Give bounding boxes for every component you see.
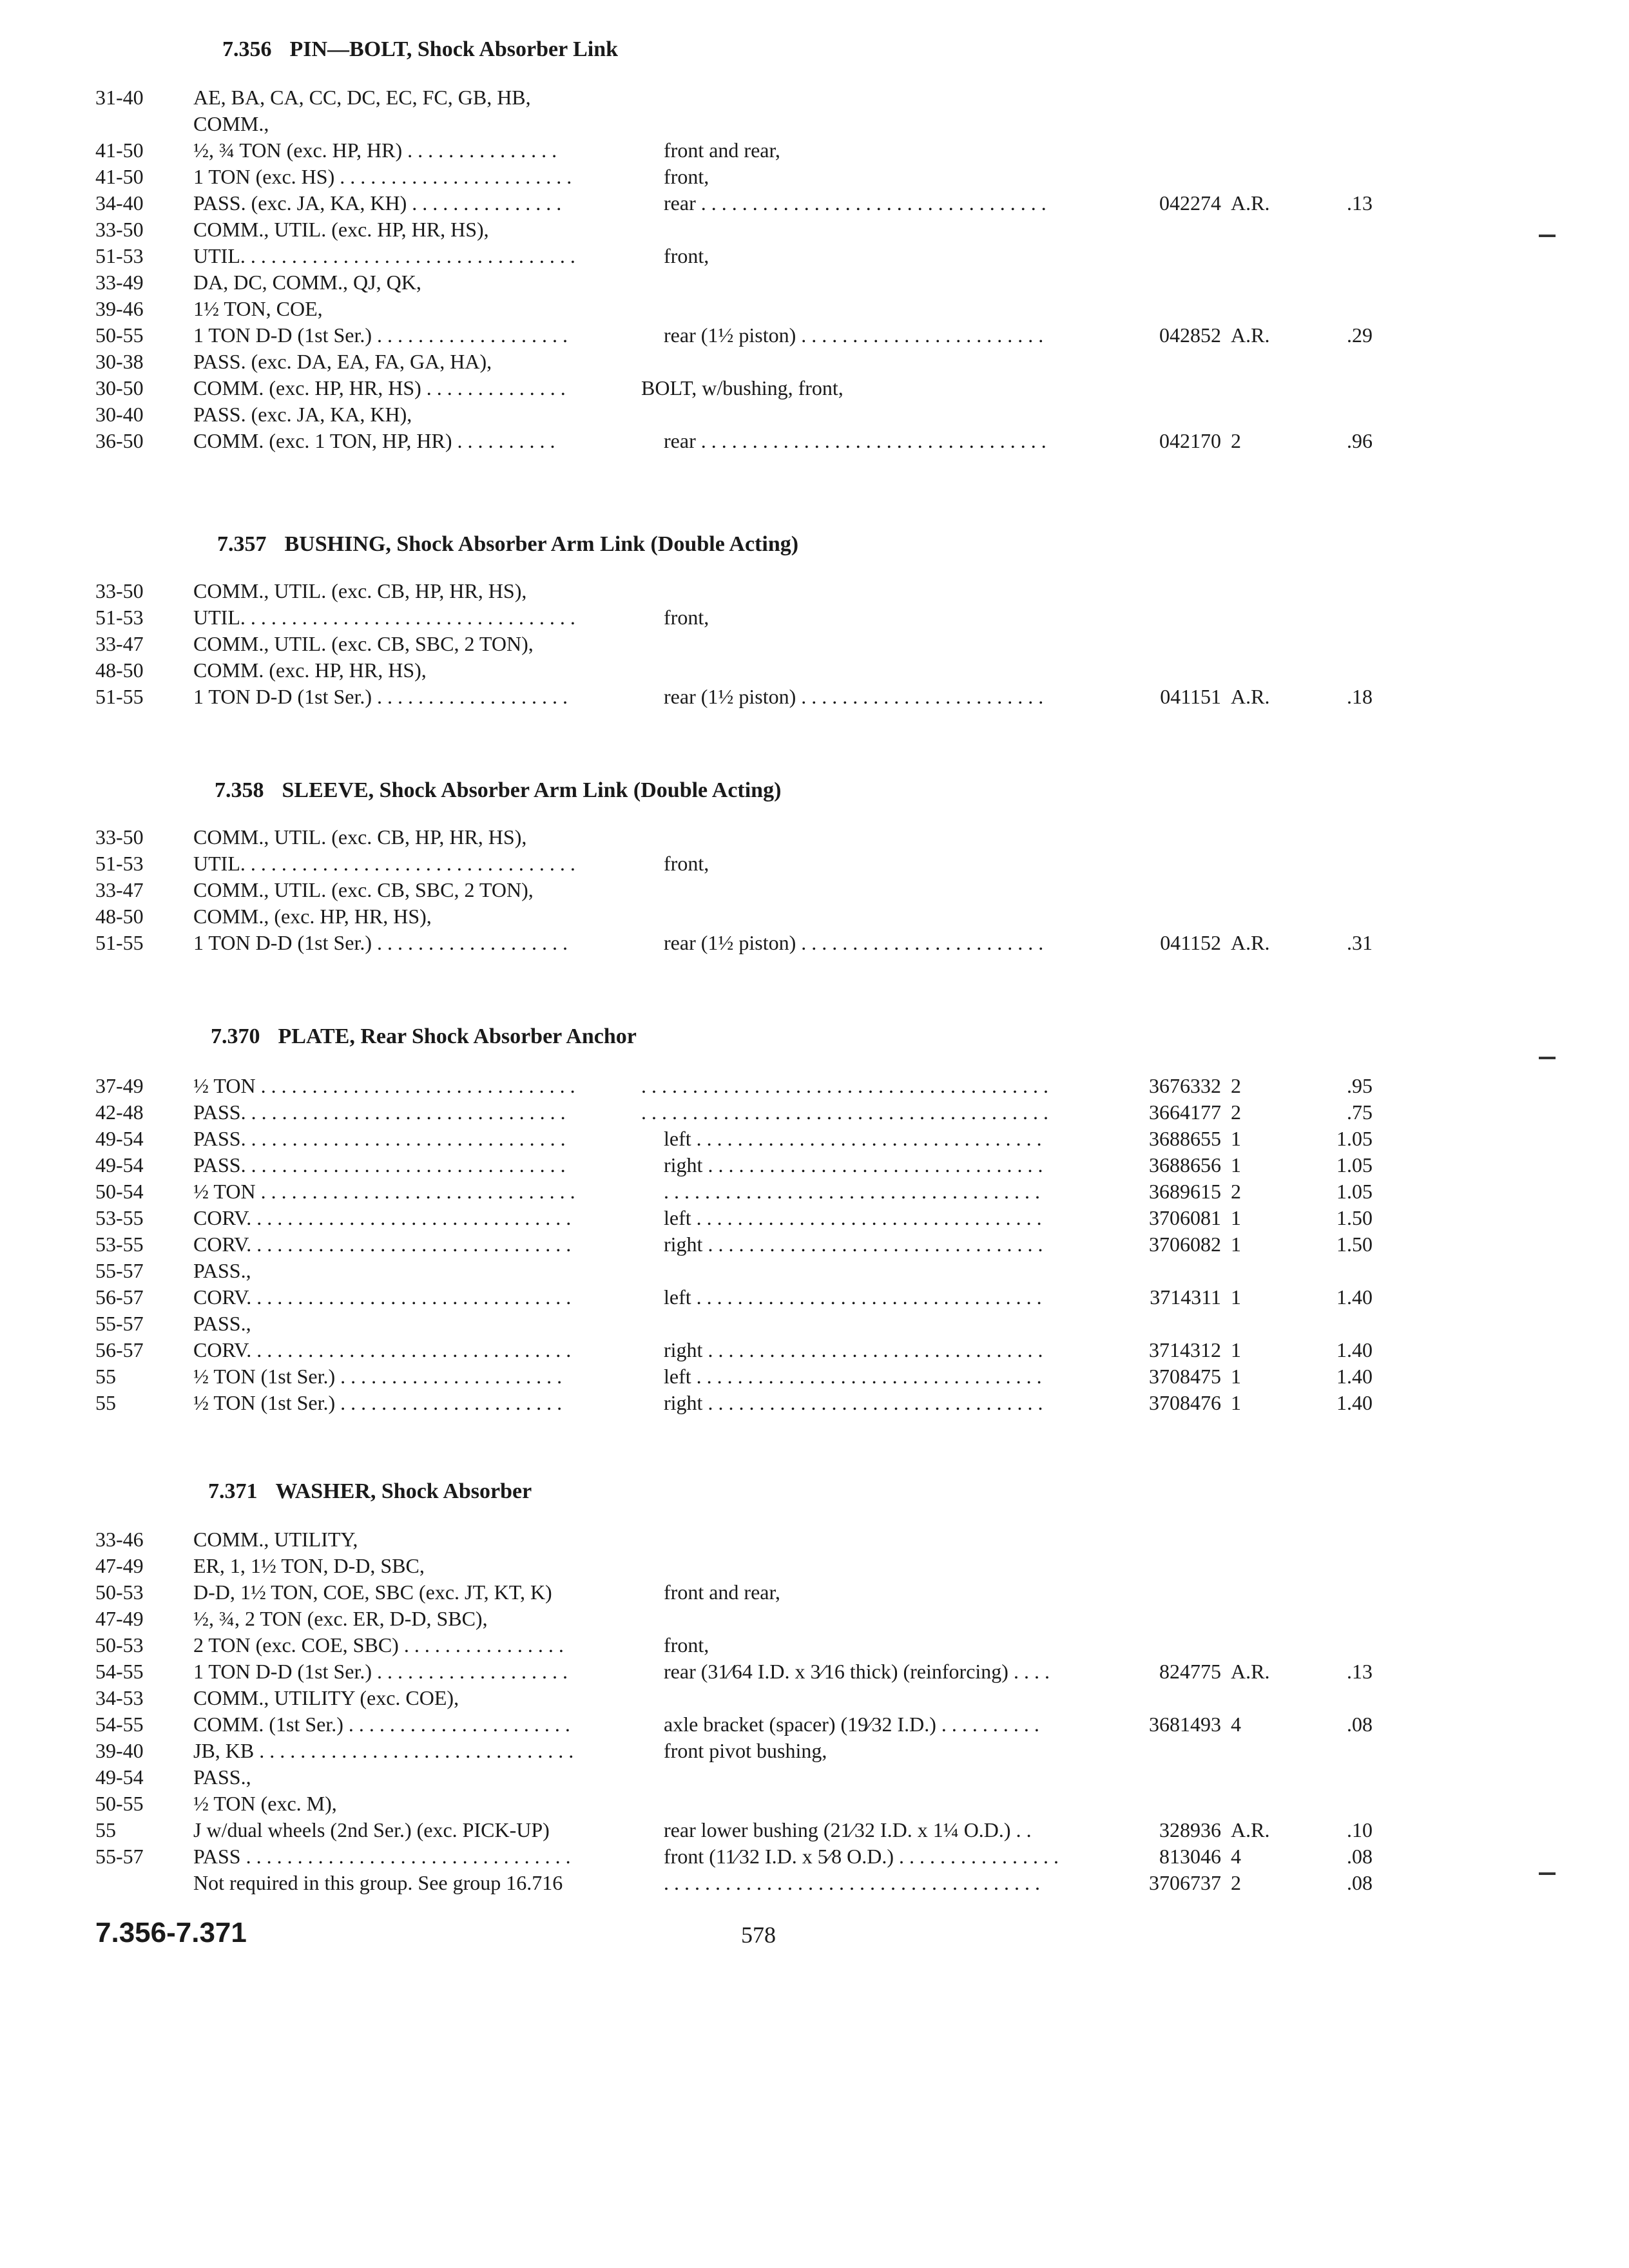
model-description: AE, BA, CA, CC, DC, EC, FC, GB, HB,: [193, 86, 531, 109]
list-price: .18: [1347, 685, 1373, 708]
list-price: 1.40: [1336, 1338, 1373, 1361]
quantity: 1: [1231, 1391, 1241, 1414]
table-row: [0, 1178, 1629, 1205]
model-description: ½ TON (1st Ser.) . . . . . . . . . . . . . . . . . . . . . .: [193, 1365, 563, 1388]
section-number: 7.358: [215, 778, 264, 802]
model-description: COMM., UTIL. (exc. CB, HP, HR, HS),: [193, 579, 527, 602]
table-row: [0, 1552, 1629, 1579]
part-description: right . . . . . . . . . . . . . . . . . . . . . . . . . . . . . . . . .: [664, 1391, 1043, 1414]
part-number: 3681493: [1149, 1713, 1221, 1736]
model-years: 49-54: [95, 1765, 144, 1789]
quantity: 1: [1231, 1233, 1241, 1256]
table-row: [0, 1790, 1629, 1817]
list-price: .08: [1347, 1713, 1373, 1736]
part-description: right . . . . . . . . . . . . . . . . . . . . . . . . . . . . . . . . .: [664, 1338, 1043, 1361]
table-row: [0, 295, 1629, 322]
table-row: [0, 1257, 1629, 1284]
table-row: [0, 1763, 1629, 1791]
table-row: [0, 84, 1629, 111]
list-price: 1.50: [1336, 1206, 1373, 1229]
part-number: 3689615: [1149, 1180, 1221, 1203]
part-number: 3688656: [1149, 1153, 1221, 1177]
table-row: [0, 1072, 1629, 1099]
section-name: BUSHING, Shock Absorber Arm Link (Double Acting): [284, 532, 799, 556]
model-years: 51-53: [95, 852, 144, 875]
table-row: [0, 1605, 1629, 1632]
section-name: PIN—BOLT, Shock Absorber Link: [289, 37, 619, 61]
model-description: ½ TON (1st Ser.) . . . . . . . . . . . . . . . . . . . . . .: [193, 1391, 563, 1414]
table-row: [0, 1869, 1629, 1896]
model-description: ER, 1, 1½ TON, D-D, SBC,: [193, 1554, 425, 1577]
model-description: PASS.,: [193, 1312, 251, 1335]
model-years: 54-55: [95, 1660, 144, 1683]
part-number: 3714312: [1149, 1338, 1221, 1361]
model-years: 55: [95, 1391, 116, 1414]
table-row: [0, 604, 1629, 631]
table-row: [0, 630, 1629, 657]
part-description: front (11⁄32 I.D. x 5⁄8 O.D.) . . . . . . . . . . . . . . . .: [664, 1845, 1059, 1868]
model-years: 51-53: [95, 606, 144, 629]
table-row: [0, 1526, 1629, 1553]
part-number: 3708475: [1149, 1365, 1221, 1388]
model-years: 49-54: [95, 1153, 144, 1177]
model-description: 1 TON D-D (1st Ser.) . . . . . . . . . . . . . . . . . . .: [193, 685, 568, 708]
model-description: UTIL. . . . . . . . . . . . . . . . . . . . . . . . . . . . . . . . .: [193, 606, 575, 629]
model-years: 55-57: [95, 1259, 144, 1282]
section-name: WASHER, Shock Absorber: [275, 1479, 532, 1503]
model-description: ½ TON (exc. M),: [193, 1792, 337, 1815]
quantity: A.R.: [1231, 931, 1270, 954]
quantity: 4: [1231, 1845, 1241, 1868]
section-name: PLATE, Rear Shock Absorber Anchor: [278, 1024, 637, 1048]
section-number: 7.371: [208, 1479, 258, 1503]
quantity: 2: [1231, 1871, 1241, 1894]
margin-mark: [1539, 235, 1556, 237]
model-years: 33-46: [95, 1528, 144, 1551]
model-description: PASS. . . . . . . . . . . . . . . . . . . . . . . . . . . . . . . .: [193, 1153, 566, 1177]
model-description: Not required in this group. See group 16.716: [193, 1871, 563, 1894]
model-years: 51-55: [95, 931, 144, 954]
model-description: 1 TON D-D (1st Ser.) . . . . . . . . . . . . . . . . . . .: [193, 1660, 568, 1683]
model-years: 50-53: [95, 1581, 144, 1604]
part-description: right . . . . . . . . . . . . . . . . . . . . . . . . . . . . . . . . .: [664, 1153, 1043, 1177]
model-years: 42-48: [95, 1100, 144, 1124]
table-row: [0, 401, 1629, 428]
model-years: 30-50: [95, 376, 144, 399]
list-price: 1.40: [1336, 1391, 1373, 1414]
list-price: 1.40: [1336, 1365, 1373, 1388]
part-number: 3708476: [1149, 1391, 1221, 1414]
model-years: 36-50: [95, 429, 144, 452]
section-title: [211, 1024, 637, 1049]
model-description: PASS. (exc. JA, KA, KH) . . . . . . . . . . . . . . .: [193, 191, 562, 215]
table-row: [0, 137, 1629, 164]
part-description: left . . . . . . . . . . . . . . . . . . . . . . . . . . . . . . . . . .: [664, 1206, 1042, 1229]
model-years: 50-55: [95, 323, 144, 347]
model-years: 33-49: [95, 271, 144, 294]
model-years: 41-50: [95, 139, 144, 162]
section-number: 7.356: [222, 37, 272, 61]
model-description: PASS. . . . . . . . . . . . . . . . . . . . . . . . . . . . . . . .: [193, 1127, 566, 1150]
model-years: 37-49: [95, 1074, 144, 1097]
footer-section-range: 7.356-7.371: [95, 1917, 247, 1948]
model-years: 33-47: [95, 632, 144, 655]
model-description: ½, ¾, 2 TON (exc. ER, D-D, SBC),: [193, 1607, 488, 1630]
model-description: COMM., UTILITY,: [193, 1528, 358, 1551]
part-description: front pivot bushing,: [664, 1739, 827, 1762]
model-years: 50-54: [95, 1180, 144, 1203]
part-number: 3688655: [1149, 1127, 1221, 1150]
part-description: . . . . . . . . . . . . . . . . . . . . . . . . . . . . . . . . . . . . .: [664, 1180, 1040, 1203]
part-description: left . . . . . . . . . . . . . . . . . . . . . . . . . . . . . . . . . .: [664, 1127, 1042, 1150]
model-description: ½, ¾ TON (exc. HP, HR) . . . . . . . . . . . . . . .: [193, 139, 557, 162]
section-title: [208, 1479, 532, 1504]
list-price: .13: [1347, 191, 1373, 215]
section-title: [215, 778, 781, 803]
section-number: 7.357: [217, 532, 267, 556]
part-description: axle bracket (spacer) (19⁄32 I.D.) . . . . . . . . . .: [664, 1713, 1039, 1736]
part-description: rear . . . . . . . . . . . . . . . . . . . . . . . . . . . . . . . . . .: [664, 191, 1046, 215]
model-years: 30-38: [95, 350, 144, 373]
table-row: [0, 1099, 1629, 1126]
part-description: . . . . . . . . . . . . . . . . . . . . . . . . . . . . . . . . . . . . .: [664, 1871, 1040, 1894]
quantity: A.R.: [1231, 323, 1270, 347]
table-row: [0, 1389, 1629, 1416]
list-price: .96: [1347, 429, 1373, 452]
model-years: 51-53: [95, 244, 144, 267]
list-price: 1.05: [1336, 1127, 1373, 1150]
model-description: 1½ TON, COE,: [193, 297, 323, 320]
model-description: CORV. . . . . . . . . . . . . . . . . . . . . . . . . . . . . . . .: [193, 1233, 572, 1256]
table-row: [0, 823, 1629, 850]
table-row: [0, 1658, 1629, 1685]
model-description: COMM., UTIL. (exc. HP, HR, HS),: [193, 218, 489, 241]
table-row: [0, 242, 1629, 269]
model-years: 53-55: [95, 1233, 144, 1256]
model-years: 39-40: [95, 1739, 144, 1762]
table-row: [0, 683, 1629, 710]
model-years: 56-57: [95, 1338, 144, 1361]
table-row: [0, 1125, 1629, 1152]
quantity: 2: [1231, 429, 1241, 452]
part-number: 041151: [1160, 685, 1221, 708]
page-number: 578: [741, 1922, 776, 1948]
part-number: 3706081: [1149, 1206, 1221, 1229]
list-price: .13: [1347, 1660, 1373, 1683]
table-row: [0, 1579, 1629, 1606]
model-description: PASS . . . . . . . . . . . . . . . . . . . . . . . . . . . . . . . .: [193, 1845, 571, 1868]
model-description: 2 TON (exc. COE, SBC) . . . . . . . . . . . . . . . .: [193, 1633, 564, 1657]
table-row: [0, 348, 1629, 375]
model-description: ½ TON . . . . . . . . . . . . . . . . . . . . . . . . . . . . . . .: [193, 1180, 575, 1203]
table-row: [0, 269, 1629, 296]
part-description: front and rear,: [664, 139, 780, 162]
part-description: front and rear,: [664, 1581, 780, 1604]
list-price: 1.50: [1336, 1233, 1373, 1256]
model-years: 51-55: [95, 685, 144, 708]
model-description: J w/dual wheels (2nd Ser.) (exc. PICK-UP): [193, 1818, 550, 1841]
part-number: 042170: [1159, 429, 1221, 452]
model-description: ½ TON . . . . . . . . . . . . . . . . . . . . . . . . . . . . . . .: [193, 1074, 575, 1097]
model-description: CORV. . . . . . . . . . . . . . . . . . . . . . . . . . . . . . . .: [193, 1285, 572, 1309]
model-description: COMM. (exc. 1 TON, HP, HR) . . . . . . . . . .: [193, 429, 555, 452]
margin-mark: [1539, 1057, 1556, 1059]
part-number: 3664177: [1149, 1100, 1221, 1124]
quantity: A.R.: [1231, 1660, 1270, 1683]
part-number: 042274: [1159, 191, 1221, 215]
quantity: A.R.: [1231, 191, 1270, 215]
part-description: front,: [664, 606, 709, 629]
part-description: left . . . . . . . . . . . . . . . . . . . . . . . . . . . . . . . . . .: [664, 1365, 1042, 1388]
part-number: 041152: [1160, 931, 1221, 954]
part-description: rear (1½ piston) . . . . . . . . . . . . . . . . . . . . . . . .: [664, 931, 1044, 954]
model-years: 55: [95, 1818, 116, 1841]
part-description: . . . . . . . . . . . . . . . . . . . . . . . . . . . . . . . . . . . . . . . .: [641, 1100, 1048, 1124]
model-description: PASS. . . . . . . . . . . . . . . . . . . . . . . . . . . . . . . .: [193, 1100, 566, 1124]
table-row: [0, 1816, 1629, 1843]
model-description: COMM., (exc. HP, HR, HS),: [193, 905, 432, 928]
quantity: 2: [1231, 1074, 1241, 1097]
model-years: 33-50: [95, 825, 144, 849]
quantity: 1: [1231, 1365, 1241, 1388]
model-description: JB, KB . . . . . . . . . . . . . . . . . . . . . . . . . . . . . . .: [193, 1739, 574, 1762]
model-description: COMM., UTILITY (exc. COE),: [193, 1686, 459, 1709]
part-description: front,: [664, 852, 709, 875]
part-description: rear . . . . . . . . . . . . . . . . . . . . . . . . . . . . . . . . . .: [664, 429, 1046, 452]
table-row: [0, 189, 1629, 216]
part-number: 824775: [1159, 1660, 1221, 1683]
part-number: 042852: [1159, 323, 1221, 347]
quantity: A.R.: [1231, 1818, 1270, 1841]
table-row: [0, 876, 1629, 903]
quantity: 1: [1231, 1285, 1241, 1309]
part-description: rear lower bushing (21⁄32 I.D. x 1¼ O.D.) . .: [664, 1818, 1032, 1841]
model-years: 41-50: [95, 165, 144, 188]
table-row: [0, 577, 1629, 604]
table-row: [0, 110, 1629, 137]
list-price: .31: [1347, 931, 1373, 954]
list-price: .95: [1347, 1074, 1373, 1097]
list-price: 1.40: [1336, 1285, 1373, 1309]
quantity: 1: [1231, 1338, 1241, 1361]
model-description: COMM.,: [193, 112, 269, 135]
model-description: 1 TON (exc. HS) . . . . . . . . . . . . . . . . . . . . . . .: [193, 165, 572, 188]
list-price: 1.05: [1336, 1153, 1373, 1177]
part-description: BOLT, w/bushing, front,: [641, 376, 843, 399]
model-years: 33-47: [95, 878, 144, 901]
model-years: 30-40: [95, 403, 144, 426]
part-description: front,: [664, 244, 709, 267]
table-row: [0, 427, 1629, 454]
part-number: 328936: [1159, 1818, 1221, 1841]
quantity: 2: [1231, 1100, 1241, 1124]
model-years: 55-57: [95, 1845, 144, 1868]
quantity: 2: [1231, 1180, 1241, 1203]
model-description: D-D, 1½ TON, COE, SBC (exc. JT, KT, K): [193, 1581, 552, 1604]
part-number: 3706082: [1149, 1233, 1221, 1256]
table-row: [0, 1631, 1629, 1658]
table-row: [0, 216, 1629, 243]
table-row: [0, 1204, 1629, 1231]
model-description: COMM. (exc. HP, HR, HS) . . . . . . . . . . . . . .: [193, 376, 566, 399]
model-years: 50-53: [95, 1633, 144, 1657]
part-description: front,: [664, 165, 709, 188]
section-name: SLEEVE, Shock Absorber Arm Link (Double Acting): [282, 778, 782, 802]
model-years: 31-40: [95, 86, 144, 109]
list-price: .75: [1347, 1100, 1373, 1124]
table-row: [0, 1711, 1629, 1738]
part-description: right . . . . . . . . . . . . . . . . . . . . . . . . . . . . . . . . .: [664, 1233, 1043, 1256]
table-row: [0, 1843, 1629, 1870]
part-description: rear (31⁄64 I.D. x 3⁄16 thick) (reinforcing) . . . .: [664, 1660, 1050, 1683]
table-row: [0, 1310, 1629, 1337]
model-description: PASS.,: [193, 1765, 251, 1789]
model-years: 55-57: [95, 1312, 144, 1335]
section-title: [222, 37, 618, 62]
quantity: 1: [1231, 1153, 1241, 1177]
table-row: [0, 903, 1629, 930]
list-price: .10: [1347, 1818, 1373, 1841]
model-description: COMM. (1st Ser.) . . . . . . . . . . . . . . . . . . . . . .: [193, 1713, 570, 1736]
part-description: rear (1½ piston) . . . . . . . . . . . . . . . . . . . . . . . .: [664, 685, 1044, 708]
quantity: 1: [1231, 1127, 1241, 1150]
model-years: 47-49: [95, 1607, 144, 1630]
section-title: [217, 532, 798, 557]
model-years: 33-50: [95, 579, 144, 602]
list-price: .08: [1347, 1871, 1373, 1894]
table-row: [0, 1283, 1629, 1311]
model-years: 33-50: [95, 218, 144, 241]
part-number: 3706737: [1149, 1871, 1221, 1894]
model-years: 55: [95, 1365, 116, 1388]
model-years: 34-40: [95, 191, 144, 215]
model-years: 34-53: [95, 1686, 144, 1709]
table-row: [0, 1151, 1629, 1178]
margin-mark: [1539, 1872, 1556, 1875]
table-row: [0, 1336, 1629, 1363]
list-price: .08: [1347, 1845, 1373, 1868]
model-description: DA, DC, COMM., QJ, QK,: [193, 271, 421, 294]
model-description: 1 TON D-D (1st Ser.) . . . . . . . . . . . . . . . . . . .: [193, 931, 568, 954]
table-row: [0, 322, 1629, 349]
quantity: 1: [1231, 1206, 1241, 1229]
model-years: 47-49: [95, 1554, 144, 1577]
table-row: [0, 929, 1629, 956]
model-years: 54-55: [95, 1713, 144, 1736]
part-description: . . . . . . . . . . . . . . . . . . . . . . . . . . . . . . . . . . . . . . . .: [641, 1074, 1048, 1097]
model-years: 48-50: [95, 905, 144, 928]
model-description: COMM., UTIL. (exc. CB, SBC, 2 TON),: [193, 632, 534, 655]
model-years: 50-55: [95, 1792, 144, 1815]
model-years: 49-54: [95, 1127, 144, 1150]
model-description: CORV. . . . . . . . . . . . . . . . . . . . . . . . . . . . . . . .: [193, 1338, 572, 1361]
table-row: [0, 163, 1629, 190]
model-description: UTIL. . . . . . . . . . . . . . . . . . . . . . . . . . . . . . . . .: [193, 244, 575, 267]
list-price: .29: [1347, 323, 1373, 347]
list-price: 1.05: [1336, 1180, 1373, 1203]
table-row: [0, 1684, 1629, 1711]
section-number: 7.370: [211, 1024, 260, 1048]
table-row: [0, 850, 1629, 877]
part-description: rear (1½ piston) . . . . . . . . . . . . . . . . . . . . . . . .: [664, 323, 1044, 347]
model-description: PASS. (exc. DA, EA, FA, GA, HA),: [193, 350, 492, 373]
model-years: 56-57: [95, 1285, 144, 1309]
part-description: left . . . . . . . . . . . . . . . . . . . . . . . . . . . . . . . . . .: [664, 1285, 1042, 1309]
model-description: UTIL. . . . . . . . . . . . . . . . . . . . . . . . . . . . . . . . .: [193, 852, 575, 875]
model-description: PASS. (exc. JA, KA, KH),: [193, 403, 412, 426]
table-row: [0, 657, 1629, 684]
quantity: A.R.: [1231, 685, 1270, 708]
model-description: COMM. (exc. HP, HR, HS),: [193, 658, 427, 682]
model-description: COMM., UTIL. (exc. CB, SBC, 2 TON),: [193, 878, 534, 901]
model-description: COMM., UTIL. (exc. CB, HP, HR, HS),: [193, 825, 527, 849]
part-number: 3714311: [1150, 1285, 1221, 1309]
table-row: [0, 374, 1629, 401]
part-description: front,: [664, 1633, 709, 1657]
model-years: 48-50: [95, 658, 144, 682]
table-row: [0, 1737, 1629, 1764]
model-description: PASS.,: [193, 1259, 251, 1282]
model-years: 39-46: [95, 297, 144, 320]
table-row: [0, 1231, 1629, 1258]
model-years: 53-55: [95, 1206, 144, 1229]
part-number: 3676332: [1149, 1074, 1221, 1097]
table-row: [0, 1363, 1629, 1390]
part-number: 813046: [1159, 1845, 1221, 1868]
quantity: 4: [1231, 1713, 1241, 1736]
model-description: 1 TON D-D (1st Ser.) . . . . . . . . . . . . . . . . . . .: [193, 323, 568, 347]
model-description: CORV. . . . . . . . . . . . . . . . . . . . . . . . . . . . . . . .: [193, 1206, 572, 1229]
